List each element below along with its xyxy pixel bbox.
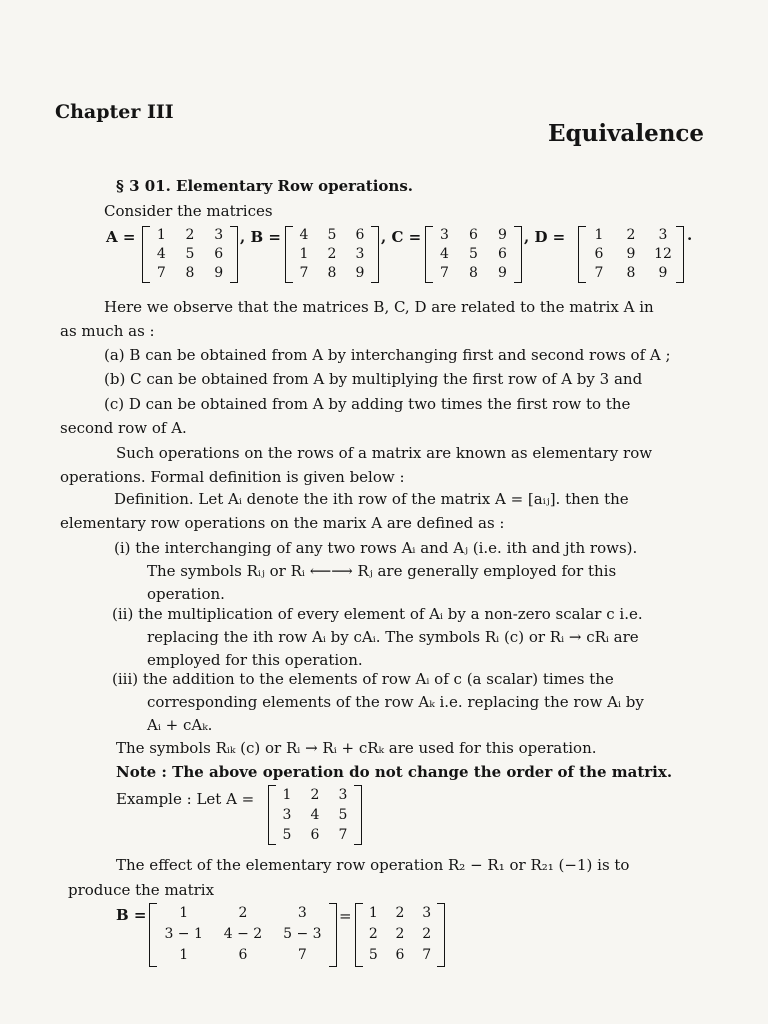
matrix-entry: 2 bbox=[395, 926, 405, 942]
matrix-entry: 6 bbox=[469, 227, 478, 243]
op-ii-line-3: employed for this operation. bbox=[147, 651, 363, 669]
op-i-line-2: The symbols Rᵢⱼ or Rᵢ ⟵⟶ Rⱼ are generally employed for this bbox=[147, 562, 617, 580]
matrix-row bbox=[579, 245, 683, 264]
matrix-row bbox=[426, 245, 521, 264]
matrix-entry: 8 bbox=[185, 265, 195, 281]
matrix-row bbox=[286, 226, 378, 245]
effect-line-2: produce the matrix bbox=[68, 881, 215, 899]
matrix-entry: 2 bbox=[310, 787, 320, 803]
matrix-entry: 2 bbox=[626, 227, 636, 243]
matrix-row bbox=[286, 245, 378, 264]
matrix-entry: 1 bbox=[156, 227, 166, 243]
matrix-entry: 8 bbox=[469, 265, 478, 281]
matrix-row bbox=[579, 226, 683, 245]
matrix-row bbox=[426, 264, 521, 283]
matrix-entry: 3 − 1 bbox=[164, 926, 203, 942]
symbols-line: The symbols Rᵢₖ (c) or Rᵢ → Rᵢ + cRₖ are used for this operation. bbox=[116, 739, 597, 757]
result-label: B = bbox=[116, 906, 147, 924]
intro-text: Consider the matrices bbox=[104, 202, 273, 220]
matrix-entry: 6 bbox=[310, 827, 320, 843]
op-iii-line-3: Aᵢ + cAₖ. bbox=[147, 716, 213, 734]
item-c-line-2: second row of A. bbox=[60, 419, 187, 437]
matrix-entry: 3 bbox=[355, 246, 365, 262]
such-line-1: Such operations on the rows of a matrix are known as elementary row bbox=[116, 444, 653, 462]
matrix-entry: 7 bbox=[156, 265, 166, 281]
matrix-entry: 3 bbox=[214, 227, 224, 243]
example-label: Example : Let A = bbox=[116, 790, 255, 808]
matrix-row bbox=[150, 903, 336, 924]
matrix-entry: 4 bbox=[299, 227, 309, 243]
matrix-entry: 3 bbox=[658, 227, 668, 243]
matrix-entry: 6 bbox=[498, 246, 507, 262]
matrix-row bbox=[269, 825, 361, 845]
matrix-entry: 9 bbox=[355, 265, 365, 281]
matrix-entry: 6 bbox=[214, 246, 224, 262]
op-ii-line-1: (ii) the multiplication of every element of Aᵢ by a non-zero scalar c i.e. bbox=[112, 605, 643, 623]
equals-sign: = bbox=[339, 907, 352, 925]
matrix-entry: 2 bbox=[327, 246, 337, 262]
effect-line-1: The effect of the elementary row operation R₂ − R₁ or R₂₁ (−1) is to bbox=[116, 856, 630, 874]
matrix-entry: 9 bbox=[498, 227, 507, 243]
matrix-entry: 5 bbox=[469, 246, 478, 262]
matrix-row bbox=[356, 945, 444, 966]
item-c-line-1: (c) D can be obtained from A by adding two times the first row to the bbox=[104, 395, 631, 413]
result-matrix-simplified bbox=[355, 903, 445, 967]
matrix-entry: 9 bbox=[214, 265, 224, 281]
example-matrix bbox=[268, 785, 362, 845]
matrix-entry: 6 bbox=[395, 947, 405, 963]
matrix-row bbox=[150, 945, 336, 966]
matrix-entry: 3 bbox=[297, 905, 307, 921]
matrix-entry: 9 bbox=[626, 246, 636, 262]
matrix-entry: 12 bbox=[654, 246, 672, 262]
matrix-entry: 7 bbox=[297, 947, 307, 963]
matrix-entry: 6 bbox=[594, 246, 604, 262]
matrix-entry: 3 bbox=[282, 807, 292, 823]
matrix-entry: 5 bbox=[327, 227, 337, 243]
matrix-entry: 1 bbox=[179, 905, 189, 921]
matrix-d bbox=[578, 226, 684, 283]
op-i-line-3: operation. bbox=[147, 585, 225, 603]
matrix-a bbox=[142, 226, 238, 283]
matrix-d-label: , D = bbox=[524, 228, 566, 246]
item-a: (a) B can be obtained from A by interchanging first and second rows of A ; bbox=[104, 346, 671, 364]
matrix-entry: 7 bbox=[422, 947, 432, 963]
matrix-entry: 1 bbox=[179, 947, 189, 963]
matrix-row bbox=[143, 264, 237, 283]
matrix-entry: 1 bbox=[594, 227, 604, 243]
matrix-entry: 3 bbox=[440, 227, 449, 243]
matrix-row bbox=[356, 903, 444, 924]
matrix-d-period: . bbox=[687, 226, 693, 244]
matrix-row bbox=[143, 245, 237, 264]
matrix-entry: 4 bbox=[440, 246, 449, 262]
item-b: (b) C can be obtained from A by multiplying the first row of A by 3 and bbox=[104, 370, 643, 388]
matrix-c-label: , C = bbox=[381, 228, 422, 246]
matrix-row bbox=[269, 805, 361, 825]
chapter-label: Chapter III bbox=[55, 101, 174, 123]
matrix-entry: 1 bbox=[299, 246, 309, 262]
matrix-entry: 5 bbox=[282, 827, 292, 843]
matrix-entry: 5 bbox=[185, 246, 195, 262]
definition-line-1: Definition. Let Aᵢ denote the ith row of the matrix A = [aᵢⱼ]. then the bbox=[114, 490, 629, 508]
matrix-row bbox=[579, 264, 683, 283]
such-line-2: operations. Formal definition is given below : bbox=[60, 468, 405, 486]
matrix-entry: 6 bbox=[238, 947, 248, 963]
matrix-row bbox=[426, 226, 521, 245]
matrix-c bbox=[425, 226, 522, 283]
matrix-entry: 2 bbox=[395, 905, 405, 921]
matrix-entry: 8 bbox=[327, 265, 337, 281]
matrix-entry: 8 bbox=[626, 265, 636, 281]
matrix-entry: 5 bbox=[338, 807, 348, 823]
matrix-entry: 4 − 2 bbox=[223, 926, 263, 942]
observe-line-2: as much as : bbox=[60, 322, 155, 340]
matrix-b bbox=[285, 226, 379, 283]
matrix-entry: 1 bbox=[368, 905, 378, 921]
matrix-entry: 2 bbox=[422, 926, 432, 942]
result-matrix-expanded bbox=[149, 903, 337, 967]
matrix-entry: 5 − 3 bbox=[283, 926, 322, 942]
matrix-entry: 9 bbox=[658, 265, 668, 281]
matrix-b-label: , B = bbox=[240, 228, 281, 246]
matrix-row bbox=[269, 785, 361, 805]
matrix-row bbox=[143, 226, 237, 245]
matrix-entry: 3 bbox=[422, 905, 432, 921]
matrix-entry: 7 bbox=[440, 265, 449, 281]
matrix-entry: 7 bbox=[594, 265, 604, 281]
observe-line-1: Here we observe that the matrices B, C, D are related to the matrix A in bbox=[104, 298, 654, 316]
matrix-entry: 9 bbox=[498, 265, 507, 281]
matrix-row bbox=[356, 924, 444, 945]
section-heading: § 3 01. Elementary Row operations. bbox=[116, 177, 413, 195]
matrix-entry: 7 bbox=[299, 265, 309, 281]
op-i-line-1: (i) the interchanging of any two rows Aᵢ and Aⱼ (i.e. ith and jth rows). bbox=[114, 539, 638, 557]
matrix-a-label: A = bbox=[106, 228, 136, 246]
op-iii-line-1: (iii) the addition to the elements of row Aᵢ of c (a scalar) times the bbox=[112, 670, 614, 688]
matrix-entry: 7 bbox=[338, 827, 348, 843]
matrix-row bbox=[150, 924, 336, 945]
matrix-entry: 4 bbox=[310, 807, 320, 823]
matrix-entry: 2 bbox=[238, 905, 248, 921]
op-iii-line-2: corresponding elements of the row Aₖ i.e. replacing the row Aᵢ by bbox=[147, 693, 644, 711]
matrix-entry: 1 bbox=[282, 787, 292, 803]
matrix-entry: 2 bbox=[368, 926, 378, 942]
chapter-title: Equivalence bbox=[548, 120, 705, 147]
matrix-entry: 2 bbox=[185, 227, 195, 243]
definition-line-2: elementary row operations on the marix A are defined as : bbox=[60, 514, 505, 532]
matrix-entry: 6 bbox=[355, 227, 365, 243]
note-line: Note : The above operation do not change the order of the matrix. bbox=[116, 763, 673, 781]
matrix-row bbox=[286, 264, 378, 283]
matrix-entry: 5 bbox=[368, 947, 378, 963]
matrix-entry: 4 bbox=[156, 246, 166, 262]
matrix-entry: 3 bbox=[338, 787, 348, 803]
op-ii-line-2: replacing the ith row Aᵢ by cAᵢ. The symbols Rᵢ (c) or Rᵢ → cRᵢ are bbox=[147, 628, 639, 646]
